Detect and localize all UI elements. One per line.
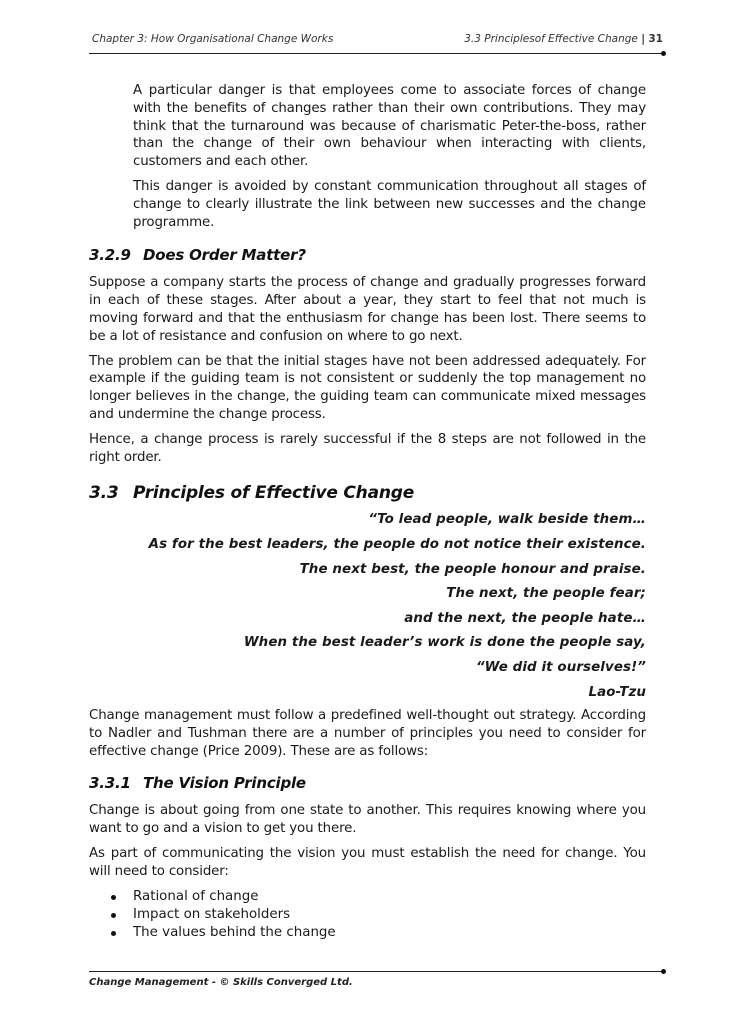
- quote-line: and the next, the people hate…: [404, 610, 646, 626]
- heading-title: Does Order Matter?: [143, 246, 306, 265]
- page-header: [89, 33, 663, 49]
- list-item: [89, 888, 646, 906]
- bullet-icon: [111, 931, 116, 936]
- list-item-text: Rational of change: [133, 888, 259, 904]
- footer-rule: [89, 971, 665, 972]
- list-item-text: The values behind the change: [133, 924, 336, 940]
- page-number: 31: [648, 33, 663, 45]
- page-body: [89, 82, 646, 942]
- header-rule: [89, 53, 665, 54]
- paragraph-3-3-1-1: Change is about going from one state to another. This requires knowing where you want to go and a vision to get you there.: [89, 803, 646, 837]
- list-item-text: Impact on stakeholders: [133, 906, 291, 922]
- paragraph-3-2-9-3: Hence, a change process is rarely successful if the 8 steps are not followed in the right order.: [89, 431, 646, 465]
- heading-3-3-1: [89, 774, 646, 792]
- heading-3-3: [89, 483, 646, 503]
- quote-line: When the best leader’s work is done the people say,: [243, 635, 646, 651]
- list-item: [89, 924, 646, 942]
- paragraph-3-2-9-1: Suppose a company starts the process of change and gradually progresses forward in each of these stages. After about a year, they start to feel that not much is moving forward and that the enthusiasm for change has been lost. There seems to be a lot of resistance and confusion on where to go next.: [89, 275, 646, 344]
- header-separator: |: [641, 33, 646, 45]
- intro-paragraph-2: This danger is avoided by constant communication throughout all stages of change to clearly illustrate the link between new successes and the change programme.: [133, 178, 646, 230]
- quote-line: “To lead people, walk beside them…: [368, 512, 646, 528]
- paragraph-3-2-9-2: The problem can be that the initial stages have not been addressed adequately. For example if the guiding team is not consistent or suddenly the top management no longer believes in the change, the guiding team can communicate mixed messages and undermine the change process.: [89, 353, 646, 422]
- page-footer: Change Management - © Skills Converged Ltd.: [89, 977, 353, 988]
- footer-rule-dot: [661, 969, 666, 974]
- quote-line: The next best, the people honour and praise.: [299, 561, 646, 577]
- lao-tzu-quote: [89, 508, 646, 705]
- heading-number: 3.3.1: [89, 774, 131, 793]
- heading-number: 3.2.9: [89, 246, 131, 265]
- quote-line: As for the best leaders, the people do not notice their existence.: [148, 536, 646, 552]
- bullet-icon: [111, 895, 116, 900]
- heading-number: 3.3: [89, 483, 119, 504]
- chapter-title: Chapter 3: How Organisational Change Works: [92, 33, 334, 45]
- list-item: [89, 906, 646, 924]
- paragraph-3-3-1-2: As part of communicating the vision you must establish the need for change. You will need to consider:: [89, 846, 646, 879]
- consider-list: [89, 888, 646, 942]
- section-title: 3.3 Principlesof Effective Change: [464, 33, 638, 45]
- bullet-icon: [111, 913, 116, 918]
- quote-line: “We did it ourselves!”: [475, 659, 646, 675]
- quote-line: The next, the people fear;: [446, 586, 646, 602]
- header-right: [464, 33, 663, 45]
- quote-author: Lao-Tzu: [588, 684, 646, 700]
- heading-title: The Vision Principle: [143, 774, 306, 793]
- heading-title: Principles of Effective Change: [133, 483, 415, 504]
- heading-3-2-9: [89, 246, 646, 264]
- header-rule-dot: [661, 51, 666, 56]
- intro-paragraph-1: A particular danger is that employees come to associate forces of change with the benefits of changes rather than their own contributions. They may think that the turnaround was because of charismatic Peter-the-boss, rather than the change of their own behaviour when interacting with clients, customers and each other.: [133, 83, 646, 170]
- paragraph-3-3-1: Change management must follow a predefined well-thought out strategy. According to Nadler and Tushman there are a number of principles you need to consider for effective change (Price 2009). These are as follows:: [89, 708, 646, 759]
